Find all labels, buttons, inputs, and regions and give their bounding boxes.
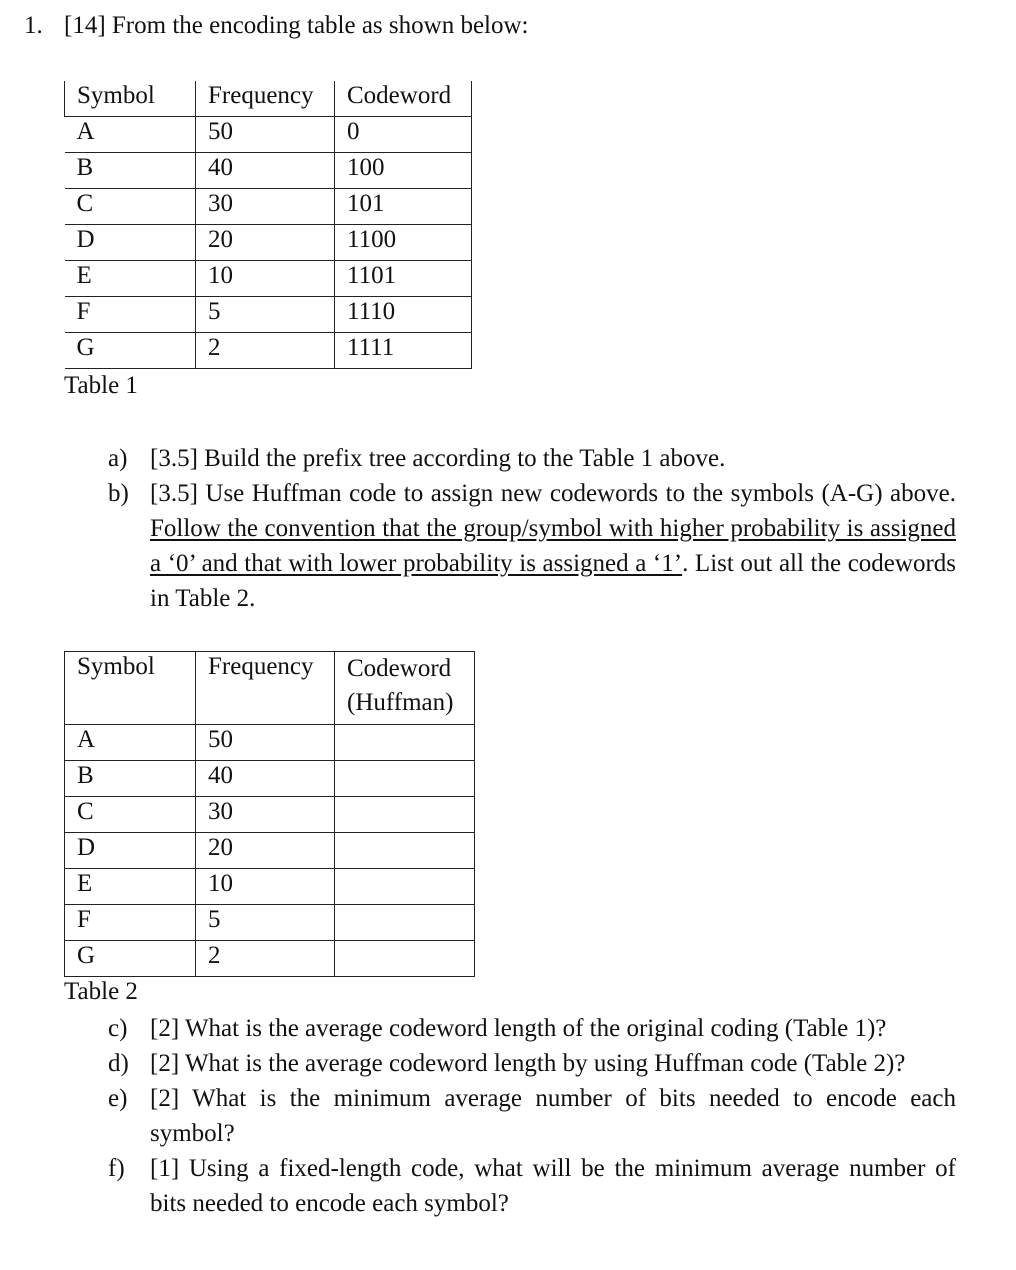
codeword-answer-cell [335,905,475,941]
part-c-text: [2] What is the average codeword length of the original coding (Table 1)? [150,1015,887,1042]
frequency-cell: 40 [196,153,335,189]
part-c [108,1011,956,1046]
codeword-answer-cell [335,869,475,905]
frequency-cell: 2 [196,941,335,977]
frequency-cell: 10 [196,869,335,905]
table-row [65,869,475,905]
table-row [65,761,475,797]
codeword-answer-cell [335,761,475,797]
table-row [65,833,475,869]
symbol-cell: D [65,225,196,261]
header-codeword: Codeword [335,81,472,117]
symbol-cell: E [65,261,196,297]
part-b [108,476,956,616]
codeword-answer-cell [335,725,475,761]
table-row [65,153,472,189]
codeword-cell: 1101 [335,261,472,297]
table-row [65,225,472,261]
frequency-cell: 30 [196,797,335,833]
codeword-answer-cell [335,797,475,833]
part-e-label: e) [108,1085,128,1112]
frequency-cell: 5 [196,905,335,941]
part-a [108,441,956,476]
symbol-cell: C [65,189,196,225]
table-1-caption: Table 1 [64,372,138,399]
frequency-cell: 30 [196,189,335,225]
symbol-cell: F [65,905,196,941]
question-number: 1. [24,12,43,39]
codeword-answer-cell [335,941,475,977]
table-row [65,941,475,977]
codeword-cell: 101 [335,189,472,225]
encoding-table-1 [64,81,472,369]
symbol-cell: B [65,153,196,189]
part-f [108,1151,956,1221]
frequency-cell: 5 [196,297,335,333]
frequency-cell: 40 [196,761,335,797]
header-symbol: Symbol [65,652,196,725]
part-a-text: [3.5] Build the prefix tree according to the Table 1 above. [150,445,726,472]
part-d-text: [2] What is the average codeword length by using Huffman code (Table 2)? [150,1050,906,1077]
table-2-caption: Table 2 [64,978,138,1005]
symbol-cell: D [65,833,196,869]
table-row [65,725,475,761]
symbol-cell: G [65,941,196,977]
part-b-text [150,476,956,616]
part-d-label: d) [108,1050,129,1077]
symbol-cell: C [65,797,196,833]
part-b-convention: Follow the convention that the group/symbol with higher probability is assigned a ‘0’ and that with lower probability is assigned a ‘1’ [150,515,956,577]
frequency-cell: 10 [196,261,335,297]
part-e-text: [2] What is the minimum average number of bits needed to encode each symbol? [150,1085,956,1147]
part-b-text-post: . List out all the codewords in Table 2. [150,550,956,612]
header-codeword-huffman: Codeword (Huffman) [335,652,475,725]
table-row [65,333,472,369]
part-a-label: a) [108,445,128,472]
table-row [65,189,472,225]
part-f-label: f) [108,1155,125,1182]
codeword-cell: 0 [335,117,472,153]
table-row [65,797,475,833]
frequency-cell: 50 [196,725,335,761]
table-header-row [65,652,475,725]
header-frequency: Frequency [196,81,335,117]
frequency-cell: 20 [196,225,335,261]
codeword-cell: 100 [335,153,472,189]
symbol-cell: E [65,869,196,905]
part-f-text: [1] Using a fixed-length code, what will be the minimum average number of bits needed to encode each symbol? [150,1155,956,1217]
part-b-text-pre: [3.5] Use Huffman code to assign new codewords to the symbols (A-G) above. [150,480,956,507]
table-row [65,905,475,941]
frequency-cell: 20 [196,833,335,869]
table-header-row [65,81,472,117]
frequency-cell: 2 [196,333,335,369]
symbol-cell: B [65,761,196,797]
frequency-cell: 50 [196,117,335,153]
codeword-cell: 1100 [335,225,472,261]
codeword-answer-cell [335,833,475,869]
table-row [65,261,472,297]
symbol-cell: A [65,725,196,761]
part-b-label: b) [108,480,129,507]
symbol-cell: A [65,117,196,153]
header-frequency: Frequency [196,652,335,725]
header-symbol: Symbol [65,81,196,117]
part-d [108,1046,956,1081]
codeword-cell: 1111 [335,333,472,369]
symbol-cell: F [65,297,196,333]
symbol-cell: G [65,333,196,369]
part-c-label: c) [108,1015,128,1042]
codeword-cell: 1110 [335,297,472,333]
part-e [108,1081,956,1151]
question-heading: [14] From the encoding table as shown below: [64,12,529,39]
huffman-table-2 [64,651,475,977]
table-row [65,297,472,333]
table-row [65,117,472,153]
